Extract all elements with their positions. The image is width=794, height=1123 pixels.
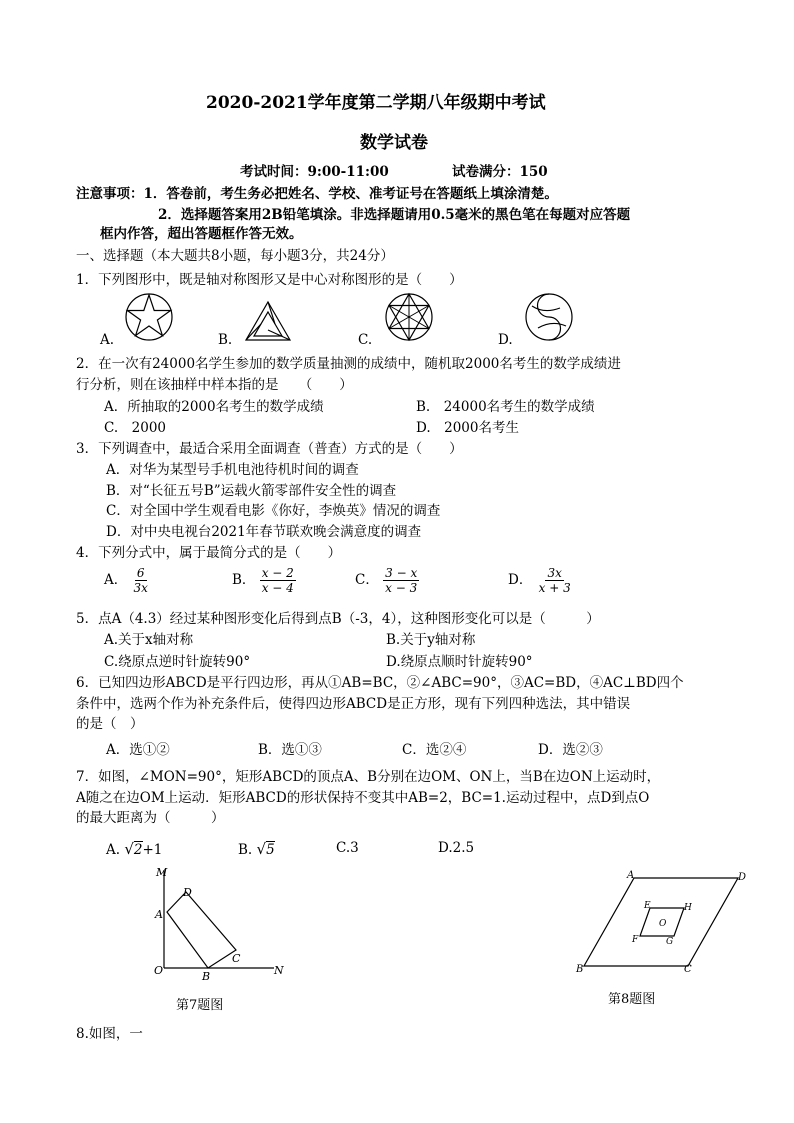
question-6-stem-line1: 6．已知四边形ABCD是平行四边形，再从①AB=BC，②∠ABC=90°，③AC=BD，④AC⊥BD四个: [76, 675, 684, 691]
q8-label-b: B: [576, 964, 584, 975]
q8-label-g: G: [666, 937, 674, 947]
q7-label-o: O: [154, 964, 164, 977]
q1-option-c: C.: [358, 332, 373, 348]
q7-label-b: B: [202, 970, 211, 983]
q4-option-c: [355, 566, 419, 595]
q6-option-b: B．选①③: [258, 742, 322, 758]
q7-option-d: D.2.5: [438, 840, 475, 856]
q7-b-radicand: 5: [266, 842, 275, 858]
q5-option-c: C.绕原点逆时针旋转90°: [104, 654, 251, 670]
q6-option-a: A．选①②: [106, 742, 170, 758]
page-title: 2020-2021学年度第二学期八年级期中考试: [206, 93, 546, 113]
q1-option-a: A.: [100, 332, 115, 348]
q8-label-e: E: [644, 901, 651, 911]
q5-option-b: B.关于y轴对称: [386, 632, 476, 648]
question-7-stem-line1: 7．如图，∠MON=90°，矩形ABCD的顶点A、B分别在边OM、ON上，当B在边ON上运动时，: [76, 769, 661, 785]
q8-label-a: A: [627, 870, 635, 881]
q8-label-o: O: [659, 919, 667, 929]
sqrt-sign: √: [124, 840, 134, 858]
q4-a-fraction: $\frac{6}{3x}$: [133, 566, 148, 595]
q7-label-a: A: [155, 908, 163, 921]
q7-label-d: D: [183, 886, 192, 899]
q4-b-fraction: $\frac{x - 2}{x - 4}$: [261, 566, 294, 595]
q1-figure-c-hexagram-flower: [384, 292, 434, 342]
question-7-stem-line2: A随之在边OM上运动．矩形ABCD的形状保持不变其中AB=2，BC=1.运动过程中，点D到点O: [76, 790, 650, 806]
q3-option-b: B．对“长征五号B”运载火箭零部件安全性的调查: [106, 483, 397, 499]
q7-option-c: C.3: [336, 840, 359, 856]
q5-option-a: A.关于x轴对称: [104, 632, 194, 648]
notes-line-3: 框内作答，超出答题框作答无效。: [100, 226, 303, 242]
q7-a-radicand: 2: [133, 842, 143, 858]
q8-label-d: D: [738, 872, 747, 883]
q7-label-m: M: [156, 866, 168, 879]
q3-option-a: A．对华为某型号手机电池待机时间的调查: [106, 462, 359, 478]
q8-label-f: F: [632, 935, 639, 945]
section-heading: 一、选择题（本大题共8小题，每小题3分，共24分）: [76, 248, 394, 264]
q1-option-d: D.: [498, 332, 513, 348]
q7-option-b: [238, 840, 275, 858]
q3-option-d: D．对中央电视台2021年春节联欢晚会满意度的调查: [106, 524, 422, 540]
question-1-stem: 1．下列图形中，既是轴对称图形又是中心对称图形的是（ ）: [76, 272, 463, 288]
question-8-stem: 8.如图，一: [76, 1026, 143, 1042]
q8-label-h: H: [684, 903, 692, 913]
q1-figure-a-star-in-circle: [124, 292, 174, 342]
q4-d-label: D．: [508, 572, 533, 588]
question-6-stem-line3: 的是（ ）: [76, 716, 144, 732]
q4-c-fraction: $\frac{3 - x}{x - 3}$: [385, 566, 418, 595]
q7-label-n: N: [274, 964, 284, 977]
question-6-stem-line2: 条件中，选两个作为补充条件后，使得四边形ABCD是正方形，现有下列四种选法，其中错误: [76, 696, 631, 712]
q3-option-c: C．对全国中学生观看电影《你好，李焕英》情况的调查: [106, 503, 441, 519]
full-score: 试卷满分：150: [452, 164, 548, 180]
question-2-stem-line1: 2．在一次有24000名学生参加的数学质量抽测的成绩中，随机取2000名考生的数学成绩进: [76, 356, 621, 372]
page-subtitle: 数学试卷: [360, 133, 428, 153]
q2-option-c: C. 2000: [104, 420, 166, 436]
q1-option-b: B.: [218, 332, 233, 348]
notes-line-2: 2．选择题答案用2B铅笔填涂。非选择题请用0.5毫米的黑色笔在每题对应答题: [158, 207, 631, 223]
q4-option-b: [232, 566, 296, 595]
question-7-stem-line3: 的最大距离为（ ）: [76, 810, 225, 826]
q4-option-a: [104, 566, 150, 595]
q6-option-c: C．选②④: [402, 742, 467, 758]
q4-b-label: B．: [232, 572, 256, 588]
sqrt-sign: √: [256, 840, 267, 858]
q7-figure: [150, 862, 290, 984]
q8-label-c: C: [684, 964, 692, 975]
q7-b-label: B.: [238, 842, 253, 858]
q6-option-d: D．选②③: [538, 742, 603, 758]
q5-option-d: D.绕原点顺时针旋转90°: [386, 654, 533, 670]
q4-option-d: [508, 566, 573, 595]
exam-time: 考试时间：9:00-11:00: [240, 164, 389, 180]
q2-option-d: D. 2000名考生: [416, 420, 519, 436]
q8-figure-caption: 第8题图: [608, 992, 656, 1007]
q7-figure-caption: 第7题图: [176, 998, 224, 1013]
q7-option-a: [106, 840, 162, 858]
question-4-stem: 4．下列分式中，属于最简分式的是（ ）: [76, 545, 342, 561]
q4-d-fraction: $\frac{3x}{x + 3}$: [538, 566, 571, 595]
question-5-stem: 5．点A（4.3）经过某种图形变化后得到点B（-3，4），这种图形变化可以是（ ）: [76, 611, 600, 627]
q2-option-a: A．所抽取的2000名考生的数学成绩: [104, 399, 324, 415]
q7-a-label: A.: [106, 842, 121, 858]
q1-figure-b-recycle-triangle: [244, 300, 292, 342]
q4-c-label: C．: [355, 572, 379, 588]
q7-label-c: C: [232, 952, 241, 965]
q8-figure: [574, 866, 754, 978]
q1-figure-d-swirl-circle: [524, 292, 574, 342]
q2-option-b: B. 24000名考生的数学成绩: [416, 399, 595, 415]
q7-a-tail: +1: [142, 842, 163, 858]
q4-a-label: A．: [104, 572, 128, 588]
notes-line-1: 注意事项：1．答卷前，考生务必把姓名、学校、准考证号在答题纸上填涂清楚。: [76, 186, 558, 202]
question-3-stem: 3．下列调查中，最适合采用全面调查（普查）方式的是（ ）: [76, 441, 463, 457]
question-2-stem-line2: 行分析，则在该抽样中样本指的是 （ ）: [76, 377, 353, 393]
